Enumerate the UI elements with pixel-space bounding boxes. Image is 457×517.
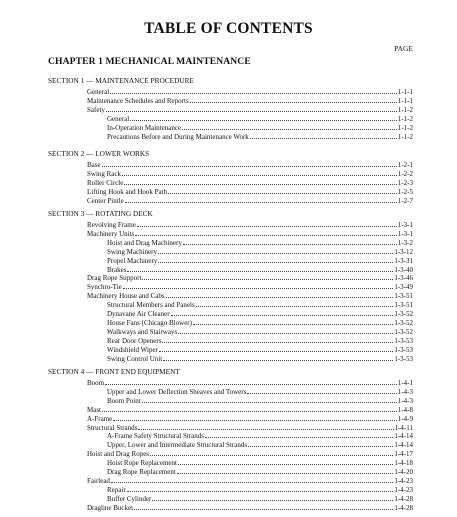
toc-entry-page: 1-4-1	[397, 379, 413, 387]
dot-leader	[163, 354, 393, 361]
dot-leader	[150, 449, 393, 456]
toc-entry-label: Dynavane Air Cleaner	[107, 310, 170, 318]
dot-leader	[182, 123, 397, 130]
toc-entry-label: Drag Rope Replacement	[107, 468, 176, 476]
toc-entry-page: 1-2-1	[397, 161, 413, 169]
dot-leader	[158, 256, 393, 263]
toc-entry-label: Swing Machinery	[107, 247, 157, 256]
toc-entry-page: 1-3-53	[394, 336, 413, 345]
toc-entry-label: Rear Door Openers	[107, 336, 162, 345]
dot-leader	[159, 345, 394, 352]
dot-leader	[247, 387, 396, 394]
dot-leader	[142, 273, 393, 280]
toc-entry-label: Fairlead	[87, 476, 110, 485]
dot-leader	[171, 309, 394, 316]
toc-entry-label: Boom	[87, 379, 105, 387]
dot-leader	[193, 318, 393, 325]
section-title: SECTION 2 — LOWER WORKS	[48, 149, 150, 158]
toc-entry-label: Hoist and Drag Ropes	[87, 450, 150, 459]
dot-leader	[178, 458, 393, 465]
page-title: TABLE OF CONTENTS	[144, 20, 313, 37]
toc-entry-page: 1-2-5	[397, 187, 413, 196]
dot-leader	[138, 423, 393, 430]
toc-entry-page: 1-1-1	[397, 96, 413, 105]
toc-entry-page: 1-3-51	[394, 292, 413, 301]
section-title: SECTION 4 — FRONT END EQUIPMENT	[48, 367, 180, 376]
toc-entry-page: 1-3-53	[394, 345, 413, 354]
dot-leader	[177, 467, 394, 474]
toc-entry-label: Windshield Wiper	[107, 345, 158, 354]
toc-entry-page: 1-4-23	[394, 485, 413, 494]
toc-entry-label: Base	[87, 161, 101, 169]
toc-entry-page: 1-4-14	[394, 441, 413, 450]
toc-entry-page: 1-3-1	[397, 221, 413, 229]
dot-leader	[168, 187, 397, 194]
toc-entry-label: Structural Strands	[87, 423, 138, 432]
dot-leader	[105, 378, 397, 385]
dot-leader	[125, 196, 397, 203]
dot-leader	[122, 169, 397, 176]
toc-entry-page: 1-3-2	[397, 238, 413, 247]
chapter-heading: CHAPTER 1 MECHANICAL MAINTENANCE	[48, 56, 251, 67]
dot-leader	[123, 282, 394, 289]
page-column-header: PAGE	[394, 44, 413, 53]
toc-entry-page: 1-3-52	[394, 327, 413, 336]
dot-leader	[113, 414, 397, 421]
toc-entry[interactable]	[87, 196, 413, 206]
dot-leader	[106, 105, 397, 112]
dot-leader	[134, 503, 393, 510]
toc-entry-label: House Fans (Chicago Blower)	[107, 318, 192, 327]
dot-leader	[190, 96, 397, 103]
toc-entry-label: Machinery House and Cabs	[87, 292, 165, 301]
toc-entry-page: 1-3-46	[394, 274, 413, 283]
toc-entry[interactable]	[87, 503, 413, 513]
dot-leader	[102, 160, 397, 167]
dot-leader	[166, 291, 394, 298]
toc-entry-page: 1-3-49	[394, 283, 413, 292]
toc-entry-page: 1-4-14	[394, 432, 413, 441]
toc-entry-page: 1-4-28	[394, 494, 413, 503]
dot-leader	[124, 178, 396, 185]
dot-leader	[110, 87, 397, 94]
toc-entry-page: 1-3-40	[394, 265, 413, 274]
toc-entry-label: Maintenance Schedules and Reports	[87, 96, 189, 105]
toc-entry-label: A-Frame	[87, 414, 113, 423]
toc-entry-page: 1-3-52	[394, 310, 413, 318]
toc-entry-label: General	[107, 114, 130, 123]
toc-entry-page: 1-3-52	[394, 318, 413, 327]
toc-entry-label: Swing Control Unit	[107, 354, 163, 363]
toc-entry-label: Machinery Units	[87, 229, 135, 238]
toc-entry-page: 1-1-1	[397, 88, 413, 96]
toc-entry-label: Revolving Frame	[87, 221, 136, 229]
dot-leader	[127, 485, 394, 492]
dot-leader	[152, 494, 393, 501]
dot-leader	[158, 247, 393, 254]
toc-entry-label: Swing Rack	[87, 169, 122, 178]
dot-leader	[127, 265, 393, 272]
dot-leader	[137, 220, 397, 227]
toc-entry-label: In-Operation Maintenance	[107, 123, 182, 132]
section-title: SECTION 3 — ROTATING DECK	[48, 209, 153, 218]
toc-entry-label: A-Frame Safety Structural Strands	[107, 432, 205, 441]
toc-entry-page: 1-4-20	[394, 468, 413, 476]
toc-entry-page: 1-1-2	[397, 123, 413, 132]
toc-entry-label: Brakes	[107, 265, 127, 274]
toc-entry-page: 1-3-12	[394, 247, 413, 256]
toc-entry-label: Lifting Hook and Hook Path	[87, 187, 168, 196]
toc-entry-label: Drag Rope Support	[87, 274, 142, 283]
toc-entry-label: Roller Circle	[87, 178, 124, 187]
toc-entry-page: 1-4-18	[394, 459, 413, 468]
toc-entry-label: Hoist and Drag Machinery	[107, 238, 182, 247]
dot-leader	[102, 405, 397, 412]
toc-entry-label: Structural Members and Panels	[107, 301, 195, 310]
toc-entry-label: Propel Machinery	[107, 256, 158, 265]
toc-entry-page: 1-4-8	[397, 405, 413, 414]
toc-entry-page: 1-4-11	[394, 423, 413, 432]
dot-leader	[162, 336, 393, 343]
toc-entry-page: 1-4-3	[397, 387, 413, 396]
toc-entry[interactable]	[107, 354, 413, 364]
toc-entry-label: Synchro-Tie	[87, 283, 122, 292]
toc-entry[interactable]	[107, 132, 413, 142]
toc-entry-page: 1-1-2	[397, 132, 413, 141]
toc-entry-page: 1-4-9	[397, 414, 413, 423]
toc-entry-label: General	[87, 88, 110, 96]
dot-leader	[135, 229, 397, 236]
toc-entry-page: 1-1-2	[397, 105, 413, 114]
toc-entry-page: 1-3-1	[397, 229, 413, 238]
toc-entry-page: 1-4-17	[394, 450, 413, 459]
dot-leader	[196, 300, 394, 307]
dot-leader	[205, 431, 393, 438]
toc-entry-label: Dragline Bucket	[87, 503, 134, 512]
toc-entry-page: 1-4-3	[397, 396, 413, 405]
dot-leader	[183, 238, 397, 245]
dot-leader	[250, 132, 397, 139]
dot-leader	[130, 114, 397, 121]
toc-entry-page: 1-4-28	[394, 503, 413, 512]
toc-entry-page: 1-1-2	[397, 114, 413, 123]
toc-entry-label: Safety	[87, 105, 105, 114]
toc-entry-label: Repair	[107, 485, 126, 494]
toc-entry-label: Boom Point	[107, 396, 141, 405]
toc-entry-page: 1-3-51	[394, 301, 413, 310]
toc-entry-label: Upper and Lower Deflection Sheaves and Towers	[107, 387, 247, 396]
toc-entry-label: Buffer Cylinder	[107, 494, 152, 503]
section-title: SECTION 1 — MAINTENANCE PROCEDURE	[48, 76, 194, 85]
toc-entry-page: 1-3-53	[394, 354, 413, 363]
toc-entry-page: 1-2-7	[397, 196, 413, 205]
toc-entry-page: 1-2-3	[397, 178, 413, 187]
toc-entry-page: 1-2-2	[397, 169, 413, 178]
toc-entry-label: Precautions Before and During Maintenance Work	[107, 132, 249, 141]
toc-entry-page: 1-4-23	[394, 476, 413, 485]
toc-entry-label: Mast	[87, 405, 101, 414]
toc-entry-label: Hoist Rope Replacement	[107, 459, 177, 468]
dot-leader	[111, 476, 393, 483]
dot-leader	[142, 396, 397, 403]
toc-entry-label: Upper, Lower and Intermediate Structural Strands	[107, 441, 248, 450]
dot-leader	[178, 327, 393, 334]
dot-leader	[248, 440, 393, 447]
toc-entry-label: Center Pintle	[87, 196, 124, 205]
toc-entry-page: 1-3-31	[394, 256, 413, 265]
toc-entry-label: Walkways and Stairways	[107, 327, 178, 336]
